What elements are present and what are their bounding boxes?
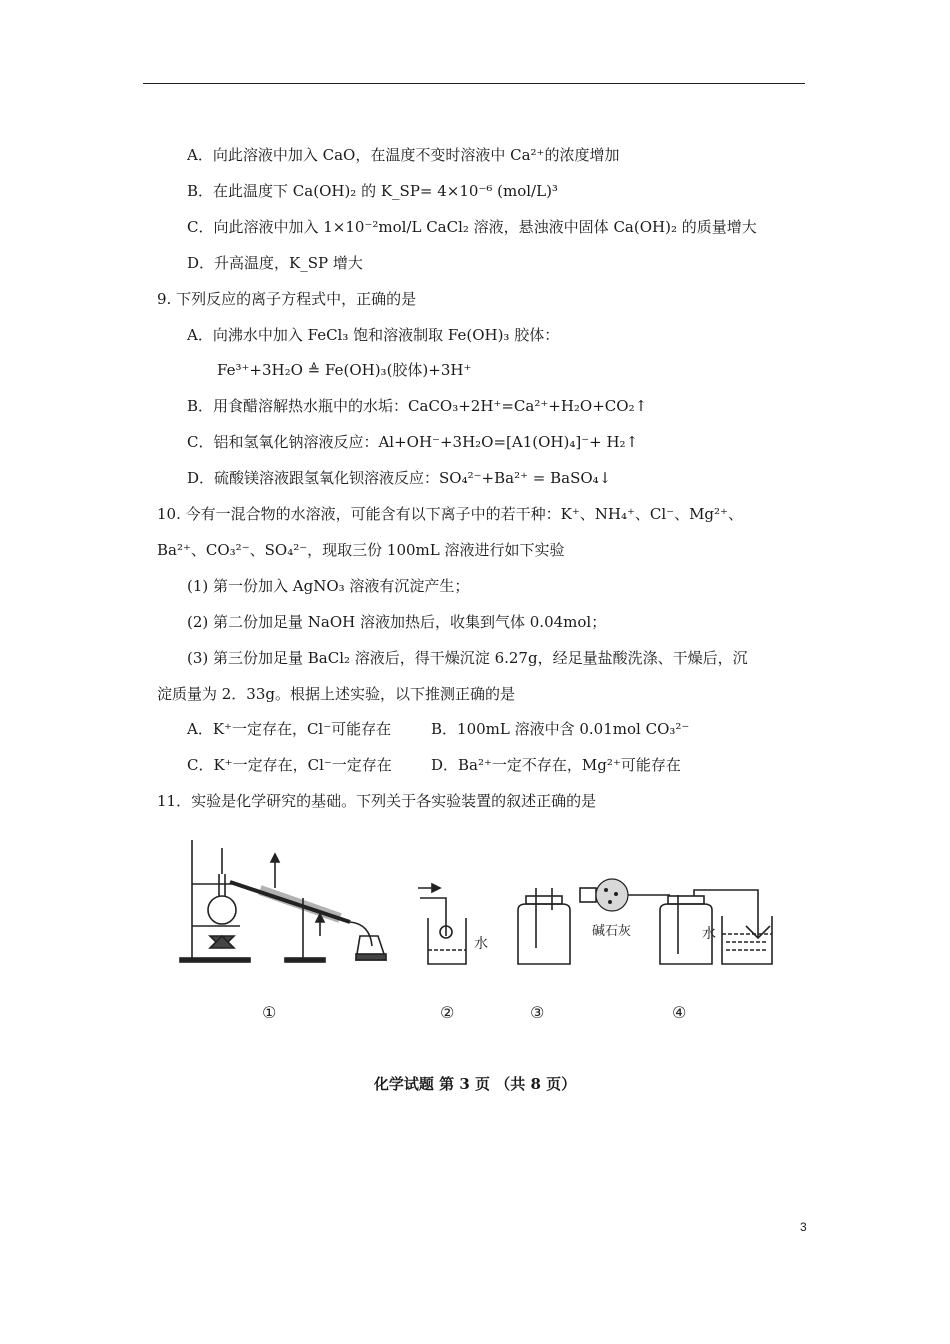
- drying-apparatus: [580, 879, 772, 964]
- figure-label-1: ①: [262, 1003, 277, 1022]
- page-number: 3: [800, 1220, 807, 1234]
- q10-step-3: (3) 第三份加足量 BaCl₂ 溶液后，得干燥沉淀 6.27g，经足量盐酸洗涤、干燥后，沉: [187, 649, 748, 667]
- q10-stem: 10. 今有一混合物的水溶液，可能含有以下离子中的若干种：K⁺、NH₄⁺、Cl⁻、Mg²⁺、: [157, 505, 743, 523]
- apparatus-figure: [170, 818, 790, 1033]
- q9-option-b: B．用食醋溶解热水瓶中的水垢：CaCO₃+2H⁺=Ca²⁺+H₂O+CO₂↑: [187, 397, 648, 415]
- water-label-2: 水: [474, 936, 488, 952]
- figure-label-4: ④: [672, 1003, 687, 1022]
- figure-label-3: ③: [530, 1003, 545, 1022]
- q10-option-d: D．Ba²⁺一定不存在，Mg²⁺可能存在: [431, 756, 681, 774]
- page-footer: 化学试题 第 3 页 （共 8 页）: [373, 1075, 577, 1093]
- q9-stem: 9. 下列反应的离子方程式中，正确的是: [157, 290, 417, 308]
- water-label-4: 水: [702, 926, 716, 942]
- q10-step-1: (1) 第一份加入 AgNO₃ 溶液有沉淀产生；: [187, 577, 470, 595]
- wash-bottle-apparatus: [518, 888, 570, 964]
- q10-option-c: C．K⁺一定存在，Cl⁻一定存在: [187, 756, 392, 774]
- q10-option-a: A．K⁺一定存在，Cl⁻可能存在: [187, 720, 392, 738]
- q10-step-2: (2) 第二份加足量 NaOH 溶液加热后，收集到气体 0.04mol；: [187, 613, 607, 631]
- q9-option-a-equation: Fe³⁺+3H₂O ≜ Fe(OH)₃(胶体)+3H⁺: [217, 361, 472, 379]
- figure-label-2: ②: [440, 1003, 455, 1022]
- q9-option-a: A．向沸水中加入 FeCl₃ 饱和溶液制取 Fe(OH)₃ 胶体：: [187, 326, 560, 344]
- q9-option-c: C．铝和氢氧化钠溶液反应：Al+OH⁻+3H₂O=[A1(OH)₄]⁻+ H₂↑: [187, 433, 639, 451]
- q8-option-b: B．在此温度下 Ca(OH)₂ 的 K_SP= 4×10⁻⁶ (mol/L)³: [187, 182, 558, 200]
- distillation-apparatus: [180, 840, 386, 962]
- q8-option-c: C．向此溶液中加入 1×10⁻²mol/L CaCl₂ 溶液，悬浊液中固体 Ca(OH)₂ 的质量增大: [187, 218, 757, 236]
- header-rule: [143, 83, 805, 84]
- q10-stem-cont: Ba²⁺、CO₃²⁻、SO₄²⁻，现取三份 100mL 溶液进行如下实验: [157, 541, 565, 559]
- q8-option-d: D．升高温度，K_SP 增大: [187, 254, 363, 272]
- q11-stem: 11．实验是化学研究的基础。下列关于各实验装置的叙述正确的是: [157, 792, 597, 810]
- q8-option-a: A．向此溶液中加入 CaO，在温度不变时溶液中 Ca²⁺的浓度增加: [187, 146, 620, 164]
- q9-option-d: D．硫酸镁溶液跟氢氧化钡溶液反应：SO₄²⁻+Ba²⁺ = BaSO₄↓: [187, 469, 612, 487]
- q10-step-3-cont: 淀质量为 2．33g。根据上述实验，以下推测正确的是: [157, 685, 516, 703]
- q10-option-b: B．100mL 溶液中含 0.01mol CO₃²⁻: [431, 720, 690, 738]
- absorption-apparatus: [418, 884, 488, 964]
- soda-lime-label: 碱石灰: [592, 924, 632, 939]
